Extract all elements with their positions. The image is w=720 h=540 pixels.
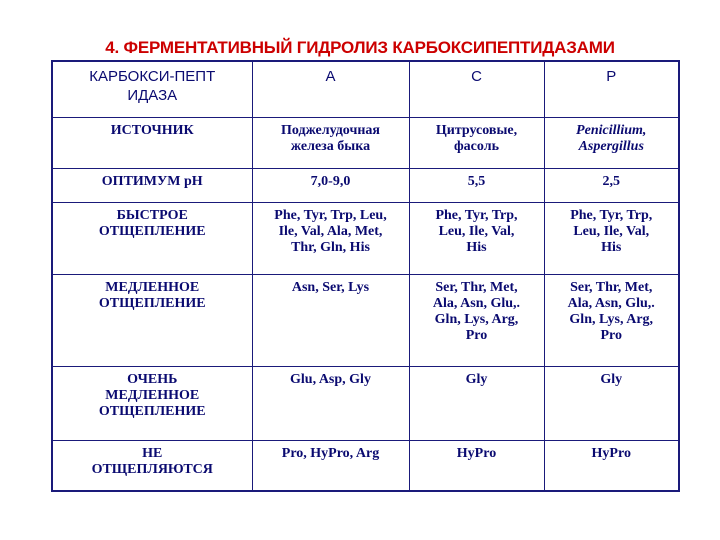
- cell-ph-c: 5,5: [409, 168, 544, 202]
- row-label-fast: БЫСТРОЕ ОТЩЕПЛЕНИЕ: [52, 202, 252, 274]
- cell-source-a: Поджелудочная железа быка: [252, 117, 409, 168]
- cell-slow-p: Ser, Thr, Met, Ala, Asn, Glu,. Gln, Lys, Arg, Pro: [544, 274, 679, 366]
- cell-source-p: Penicillium, Aspergillus: [544, 117, 679, 168]
- row-label-very-slow: ОЧЕНЬ МЕДЛЕННОЕ ОТЩЕПЛЕНИЕ: [52, 366, 252, 440]
- cell-slow-a: Asn, Ser, Lys: [252, 274, 409, 366]
- cell-very-slow-c: Gly: [409, 366, 544, 440]
- cell-not-cleaved-p: HyPro: [544, 440, 679, 491]
- header-col-c: С: [409, 61, 544, 117]
- table-row-not-cleaved: [52, 440, 679, 491]
- cell-fast-a: Phe, Tyr, Trp, Leu, Ile, Val, Ala, Met, Thr, Gln, His: [252, 202, 409, 274]
- table-header-row: [52, 61, 679, 117]
- table-row-ph: [52, 168, 679, 202]
- row-label-not-cleaved: НЕ ОТЩЕПЛЯЮТСЯ: [52, 440, 252, 491]
- row-label-slow: МЕДЛЕННОЕ ОТЩЕПЛЕНИЕ: [52, 274, 252, 366]
- header-enzyme: КАРБОКСИ-ПЕПТ ИДАЗА: [52, 61, 252, 117]
- cell-very-slow-a: Glu, Asp, Gly: [252, 366, 409, 440]
- table-row-very-slow: [52, 366, 679, 440]
- cell-slow-c: Ser, Thr, Met, Ala, Asn, Glu,. Gln, Lys, Arg, Pro: [409, 274, 544, 366]
- page-title: 4. ФЕРМЕНТАТИВНЫЙ ГИДРОЛИЗ КАРБОКСИПЕПТИДАЗАМИ: [105, 38, 615, 57]
- row-label-source: ИСТОЧНИК: [52, 117, 252, 168]
- cell-ph-a: 7,0-9,0: [252, 168, 409, 202]
- cell-not-cleaved-a: Pro, HyPro, Arg: [252, 440, 409, 491]
- header-col-p: Р: [544, 61, 679, 117]
- header-col-a: А: [252, 61, 409, 117]
- cell-not-cleaved-c: HyPro: [409, 440, 544, 491]
- carboxypeptidase-table: [51, 60, 680, 492]
- cell-ph-p: 2,5: [544, 168, 679, 202]
- table-row-slow: [52, 274, 679, 366]
- cell-very-slow-p: Gly: [544, 366, 679, 440]
- table-row-fast: [52, 202, 679, 274]
- table-row-source: [52, 117, 679, 168]
- cell-fast-p: Phe, Tyr, Trp, Leu, Ile, Val, His: [544, 202, 679, 274]
- cell-source-c: Цитрусовые, фасоль: [409, 117, 544, 168]
- cell-fast-c: Phe, Tyr, Trp, Leu, Ile, Val, His: [409, 202, 544, 274]
- row-label-ph: ОПТИМУМ рН: [52, 168, 252, 202]
